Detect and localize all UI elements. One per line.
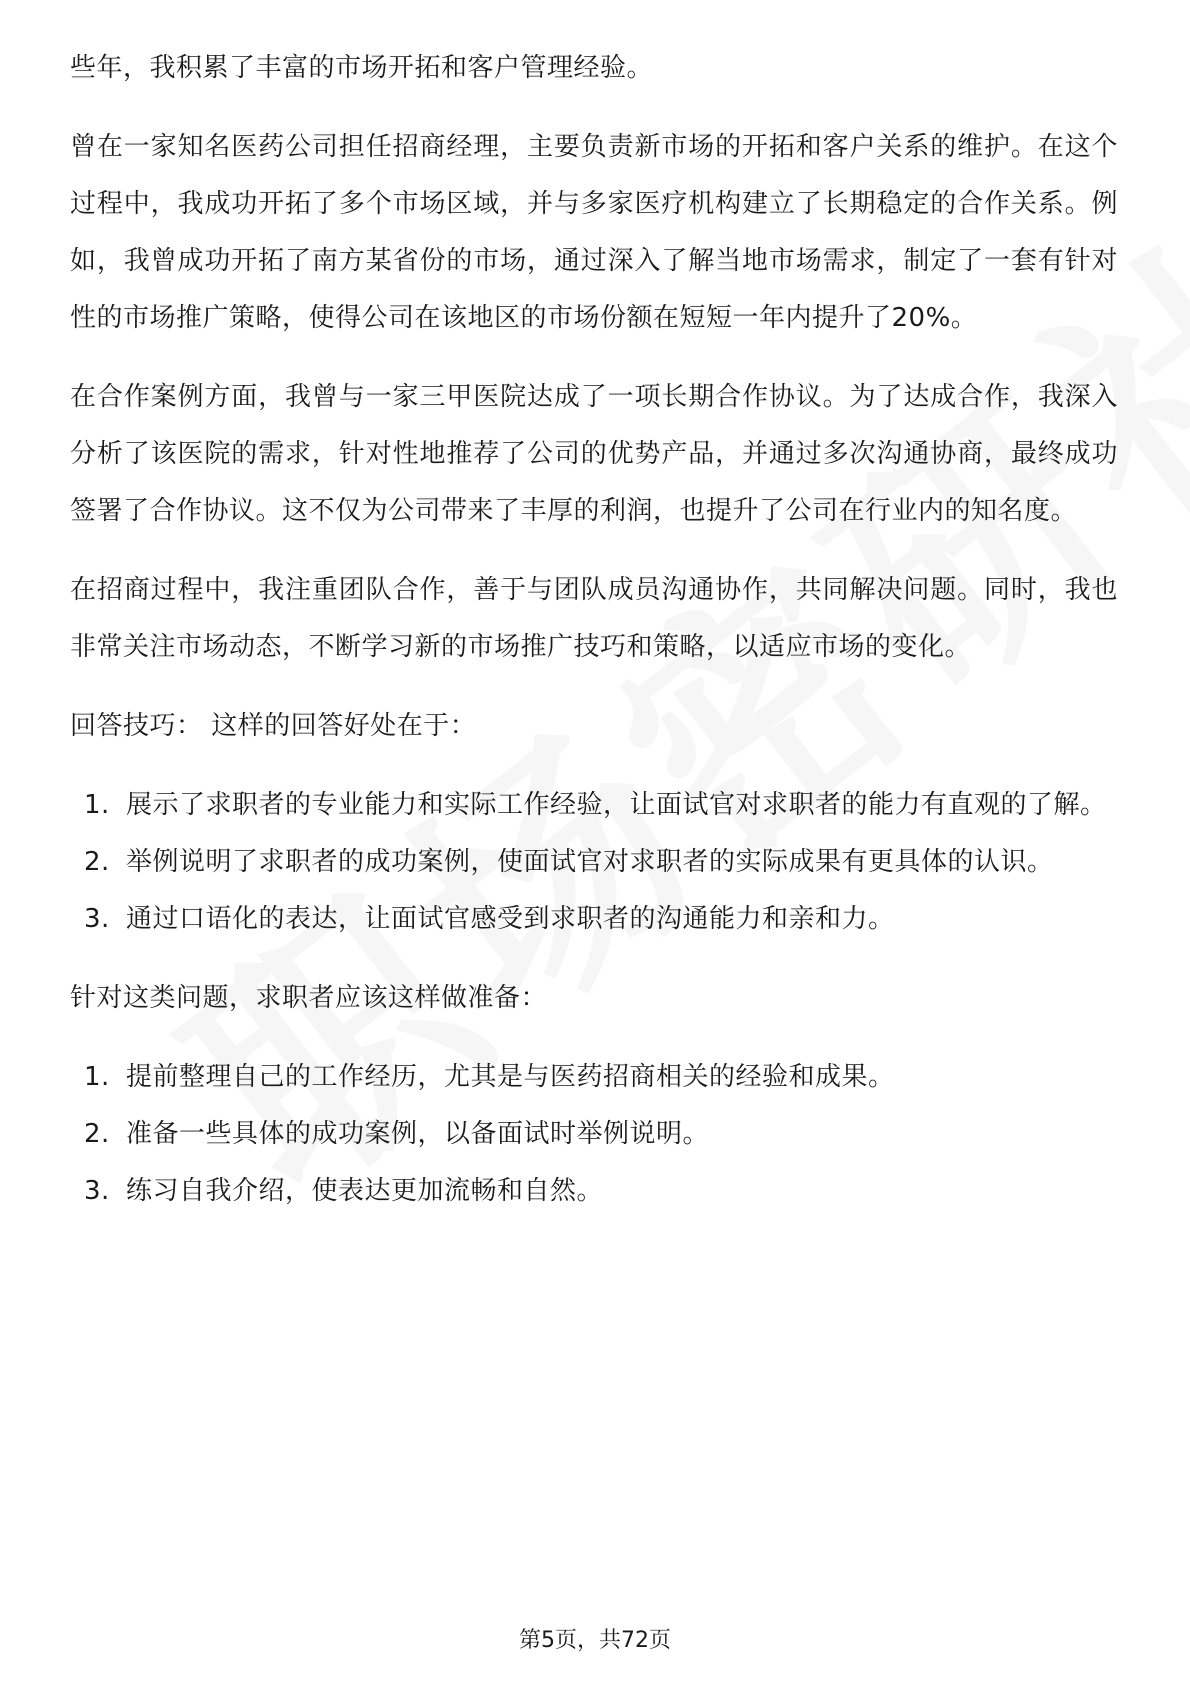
list-number: 2. bbox=[84, 1119, 110, 1149]
paragraph-experience: 曾在一家知名医药公司担任招商经理，主要负责新市场的开拓和客户关系的维护。在这个过程中，我成功开拓了多个市场区域，并与多家医疗机构建立了长期稳定的合作关系。例如，我曾成功开拓了南方某省份的市场，通过深入了解当地市场需求，制定了一套有针对性的市场推广策略，使得公司在该地区的市场份额在短短一年内提升了20%。 bbox=[70, 132, 1118, 333]
list-item bbox=[70, 777, 1118, 834]
list-item bbox=[70, 891, 1118, 948]
list-item-text: 准备一些具体的成功案例，以备面试时举例说明。 bbox=[126, 1119, 710, 1149]
page-footer: 第5页，共72页 bbox=[519, 1628, 671, 1653]
answer-tips-heading: 回答技巧： 这样的回答好处在于： bbox=[70, 711, 477, 741]
answer-tips-list bbox=[70, 777, 1118, 948]
preparation-list bbox=[70, 1049, 1118, 1220]
paragraph-teamwork: 在招商过程中，我注重团队合作，善于与团队成员沟通协作，共同解决问题。同时，我也非常关注市场动态，不断学习新的市场推广技巧和策略，以适应市场的变化。 bbox=[70, 575, 1118, 662]
list-item-text: 提前整理自己的工作经历，尤其是与医药招商相关的经验和成果。 bbox=[126, 1062, 895, 1092]
list-item bbox=[70, 1163, 1118, 1220]
list-item bbox=[70, 1049, 1118, 1106]
list-number: 1. bbox=[84, 790, 110, 820]
paragraph-intro-continuation: 些年，我积累了丰富的市场开拓和客户管理经验。 bbox=[70, 53, 654, 83]
list-number: 3. bbox=[84, 904, 110, 934]
preparation-heading: 针对这类问题，求职者应该这样做准备： bbox=[70, 983, 548, 1013]
list-item bbox=[70, 834, 1118, 891]
list-item-text: 练习自我介绍，使表达更加流畅和自然。 bbox=[126, 1176, 604, 1206]
list-number: 1. bbox=[84, 1062, 110, 1092]
list-item-text: 举例说明了求职者的成功案例，使面试官对求职者的实际成果有更具体的认识。 bbox=[126, 847, 1054, 877]
document-body bbox=[70, 40, 1118, 1242]
list-item-text: 展示了求职者的专业能力和实际工作经验，让面试官对求职者的能力有直观的了解。 bbox=[126, 790, 1107, 820]
list-number: 3. bbox=[84, 1176, 110, 1206]
list-number: 2. bbox=[84, 847, 110, 877]
list-item-text: 通过口语化的表达，让面试官感受到求职者的沟通能力和亲和力。 bbox=[126, 904, 895, 934]
paragraph-cooperation-case: 在合作案例方面，我曾与一家三甲医院达成了一项长期合作协议。为了达成合作，我深入分析了该医院的需求，针对性地推荐了公司的优势产品，并通过多次沟通协商，最终成功签署了合作协议。这不仅为公司带来了丰厚的利润，也提升了公司在行业内的知名度。 bbox=[70, 382, 1118, 526]
list-item bbox=[70, 1106, 1118, 1163]
